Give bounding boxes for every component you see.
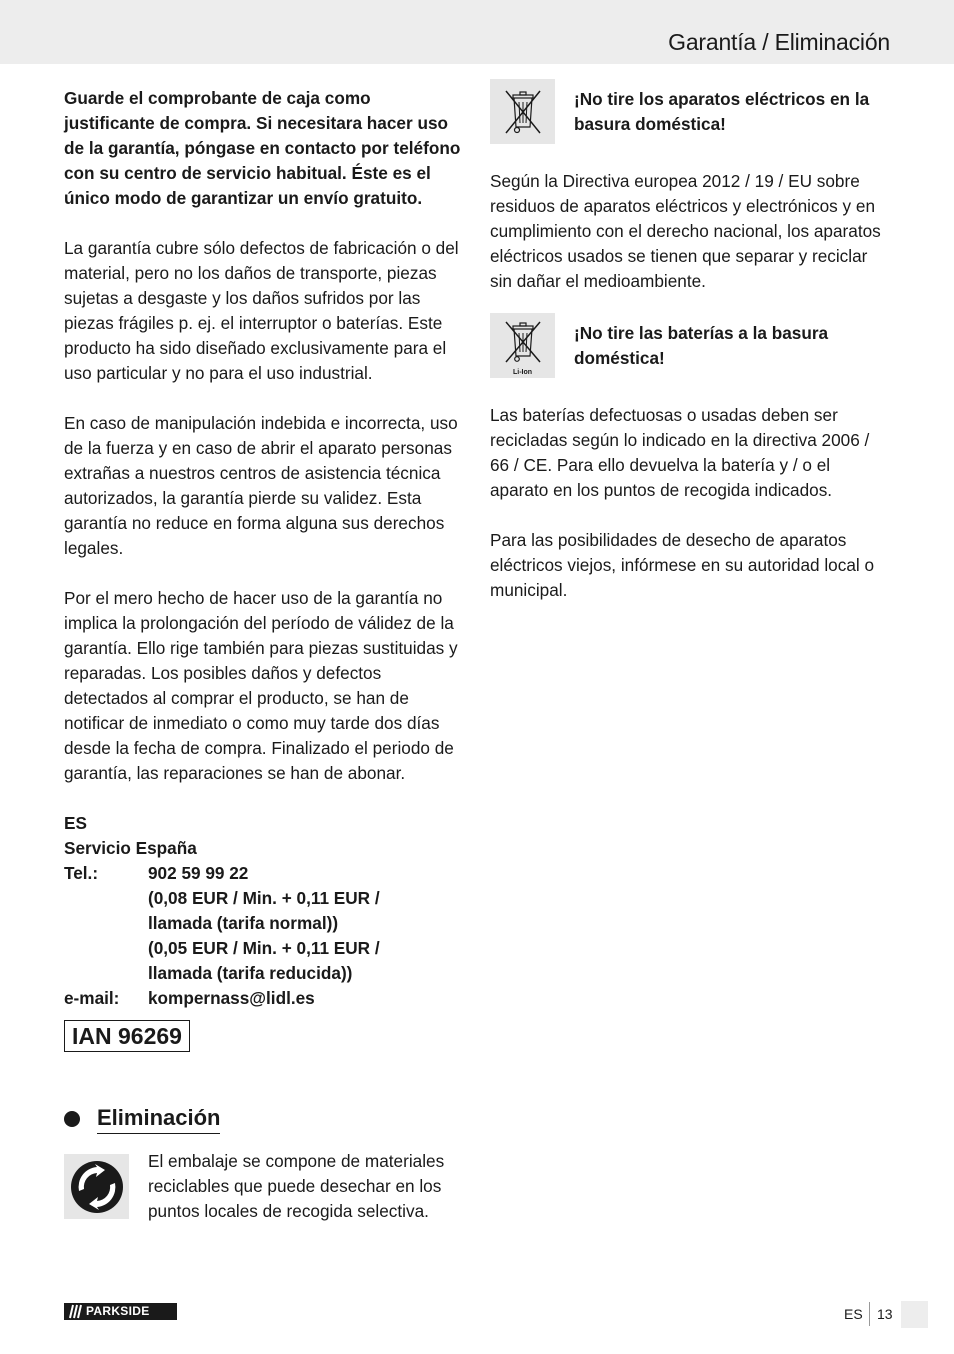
service-contact-block xyxy=(64,811,464,1011)
page-number: 13 xyxy=(877,1306,893,1322)
footer-divider xyxy=(869,1302,870,1326)
weee-row xyxy=(490,79,892,144)
logo-stripes-icon xyxy=(64,1303,86,1320)
rate-reduced-line2: llamada (tarifa reducida)) xyxy=(148,963,353,983)
li-ion-label: Li-Ion xyxy=(512,369,533,376)
warranty-void-paragraph: En caso de manipulación indebida e incorrecta, uso de la fuerza y en caso de abrir el aparato personas extrañas a nuestros centros de asistencia técnica autorizados, la garantía pierde su validez. Esta garantía no reduce en forma alguna sus derechos legales. xyxy=(64,413,458,558)
brand-name: PARKSIDE xyxy=(86,1304,150,1318)
packaging-text: El embalaje se compone de materiales reciclables que puede desechar en los puntos locales de recogida selectiva. xyxy=(148,1151,445,1221)
right-column xyxy=(490,86,892,603)
parkside-logo xyxy=(64,1303,177,1320)
service-name: Servicio España xyxy=(64,838,197,858)
rate-normal-line1: (0,08 EUR / Min. + 0,11 EUR / xyxy=(148,888,380,908)
weee-heading: ¡No tire los aparatos eléctricos en la basura doméstica! xyxy=(574,89,870,134)
crossed-bin-battery-icon xyxy=(490,313,555,378)
battery-row xyxy=(490,313,892,378)
battery-heading: ¡No tire las baterías a la basura doméstica! xyxy=(574,323,829,368)
green-dot-recycling-icon xyxy=(64,1154,129,1219)
email-link[interactable]: kompernass@lidl.es xyxy=(148,988,315,1008)
battery-text: Las baterías defectuosas o usadas deben ser recicladas según lo indicado en la directiva 2006 / 66 / CE. Para ello devuelva la batería y / o el aparato en los puntos de recogida indicados. xyxy=(490,405,870,500)
packaging-row xyxy=(64,1151,464,1224)
warranty-extension-paragraph: Por el mero hecho de hacer uso de la garantía no implica la prolongación del período de válidez de la garantía. Ello rige también para piezas sustituidas y reparadas. Los posibles daños y defectos detectados al comprar el producto, se han de notificar de inmediato o como muy tarde dos días desde la fecha de compra. Finalizado el periodo de garantía, las reparaciones se han de abonar. xyxy=(64,588,458,783)
service-country: ES xyxy=(64,813,87,833)
rate-normal-line2: llamada (tarifa normal)) xyxy=(148,913,339,933)
footer-tab xyxy=(901,1301,928,1328)
warranty-coverage-paragraph: La garantía cubre sólo defectos de fabricación o del material, pero no los daños de transporte, piezas sujetas a desgaste y los daños sufridos por las piezas frágiles p. ej. el interruptor o baterías. Este producto ha sido diseñado exclusivamente para el uso particular y no para el uso industrial. xyxy=(64,238,459,383)
page-title: Garantía / Eliminación xyxy=(668,29,890,55)
footer-language: ES xyxy=(844,1306,863,1322)
tel-label: Tel.: xyxy=(64,863,99,883)
section-title: Eliminación xyxy=(97,1104,220,1134)
disposal-info-text: Para las posibilidades de desecho de aparatos eléctricos viejos, infórmese en su autoridad local o municipal. xyxy=(490,530,875,600)
section-heading xyxy=(64,1104,464,1134)
crossed-bin-icon xyxy=(490,79,555,144)
bullet-dot-icon xyxy=(64,1111,80,1127)
left-column xyxy=(64,86,464,1224)
tel-number[interactable]: 902 59 99 22 xyxy=(148,863,249,883)
intro-bold-paragraph: Guarde el comprobante de caja como justificante de compra. Si necesitara hacer uso de la garantía, póngase en contacto por teléfono con su centro de servicio habitual. Éste es el único modo de garantizar un envío gratuito. xyxy=(64,88,461,208)
email-label: e-mail: xyxy=(64,988,120,1008)
weee-text: Según la Directiva europea 2012 / 19 / EU sobre residuos de aparatos eléctricos y electrónicos y en cumplimiento con el derecho nacional, los aparatos eléctricos usados se tienen que separar y reciclar sin dañar el medioambiente. xyxy=(490,171,881,291)
rate-reduced-line1: (0,05 EUR / Min. + 0,11 EUR / xyxy=(148,938,380,958)
ian-box: IAN 96269 xyxy=(64,1020,190,1052)
